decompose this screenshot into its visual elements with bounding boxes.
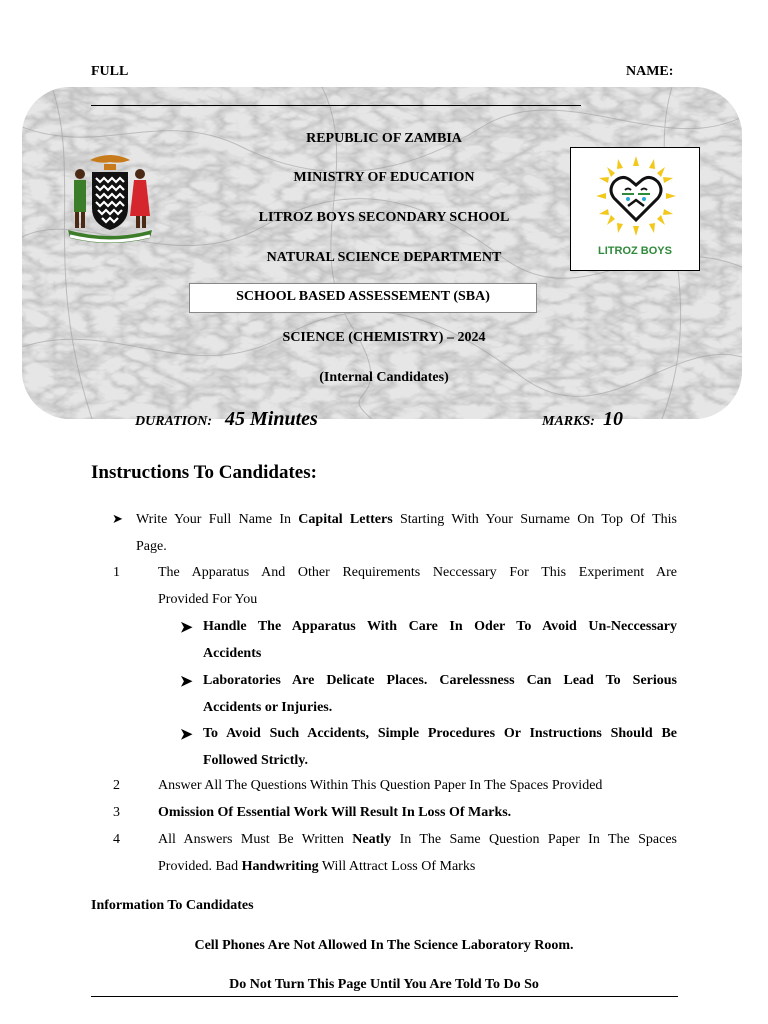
information-title: Information To Candidates <box>91 898 254 913</box>
instruction-fullname-line1: Write Your Full Name In Capital Letters Starting With Your Surname On Top Of This <box>136 512 678 527</box>
instruction-item-1-line2: Provided For You <box>158 592 258 607</box>
sub-arrow-icon: ➤ <box>180 674 193 690</box>
name-label: NAME: <box>626 64 674 79</box>
sub-item-3-line1: To Avoid Such Accidents, Simple Procedures Or Instructions Should Be <box>203 726 677 741</box>
instruction-number: 3 <box>113 805 120 820</box>
sub-item-2-line2: Accidents or Injuries. <box>203 700 333 715</box>
sub-arrow-icon: ➤ <box>180 727 193 743</box>
sub-arrow-icon: ➤ <box>180 620 193 636</box>
instruction-item-1-line1: The Apparatus And Other Requirements Neccessary For This Experiment Are <box>158 565 677 580</box>
duration-label: DURATION: <box>135 414 213 429</box>
school-logo-text: LITROZ BOYS <box>598 245 672 257</box>
instruction-item-4-line1: All Answers Must Be Written Neatly In The Same Question Paper In The Spaces <box>158 832 677 847</box>
instruction-item-3: Omission Of Essential Work Will Result In Loss Of Marks. <box>158 805 512 820</box>
marks-value: 10 <box>603 408 623 430</box>
ministry-heading: MINISTRY OF EDUCATION <box>293 170 475 185</box>
marks-label: MARKS: <box>542 414 595 429</box>
name-underline <box>91 105 581 106</box>
full-name-label: FULL <box>91 64 129 79</box>
sub-item-1-line2: Accidents <box>203 646 262 661</box>
sub-item-2-line1: Laboratories Are Delicate Places. Carelessness Can Lead To Serious <box>203 673 677 688</box>
republic-heading: REPUBLIC OF ZAMBIA <box>306 131 462 146</box>
instructions-title: Instructions To Candidates: <box>91 462 317 483</box>
arrow-bullet-icon: ➤ <box>112 511 123 526</box>
duration-value: 45 Minutes <box>225 408 318 430</box>
phones-notice: Cell Phones Are Not Allowed In The Science Laboratory Room. <box>194 938 574 953</box>
sub-item-1-line1: Handle The Apparatus With Care In Oder To Avoid Un-Neccessary <box>203 619 677 634</box>
instruction-fullname-line2: Page. <box>136 539 167 554</box>
department-heading: NATURAL SCIENCE DEPARTMENT <box>266 250 502 265</box>
sub-item-3-line2: Followed Strictly. <box>203 753 308 768</box>
instruction-item-4-line2: Provided. Bad Handwriting Will Attract Loss Of Marks <box>158 859 476 874</box>
coat-of-arms-icon <box>60 150 160 250</box>
subject-heading: SCIENCE (CHEMISTRY) – 2024 <box>282 330 486 345</box>
school-heading: LITROZ BOYS SECONDARY SCHOOL <box>258 210 510 225</box>
instruction-number: 4 <box>113 832 120 847</box>
school-logo-icon <box>594 154 678 238</box>
instruction-number: 2 <box>113 778 120 793</box>
bottom-rule <box>91 996 678 997</box>
instruction-number: 1 <box>113 565 120 580</box>
do-not-turn-notice: Do Not Turn This Page Until You Are Told To Do So <box>229 977 539 992</box>
instruction-item-2: Answer All The Questions Within This Question Paper In The Spaces Provided <box>158 778 603 793</box>
candidates-heading: (Internal Candidates) <box>319 370 449 385</box>
assessment-title: SCHOOL BASED ASSESSEMENT (SBA) <box>236 289 490 304</box>
